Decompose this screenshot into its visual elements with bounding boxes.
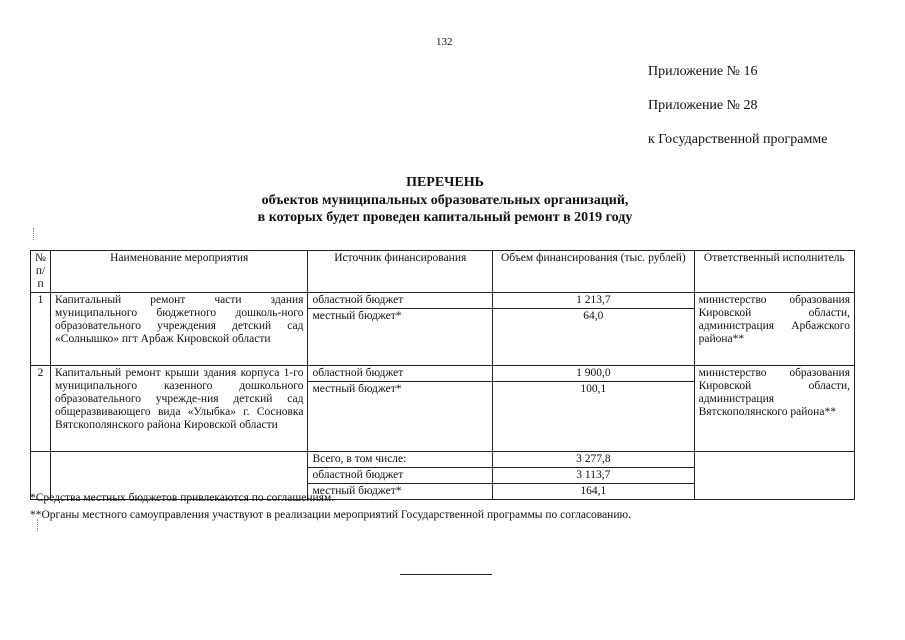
footnote-1: *Средства местных бюджетов привлекаются по соглашениям.: [30, 492, 335, 504]
total-label: Всего, в том числе:: [308, 452, 493, 468]
appendix-line-1: Приложение № 16: [648, 64, 758, 79]
row-1-volume-2: 64,0: [493, 309, 695, 366]
row-1-name: Капитальный ремонт части здания муниципального бюджетного дошколь-ного образовательного учреждения детский сад «Солнышко» пгт Арбаж Кировской области: [51, 293, 308, 366]
header-volume: Объем финансирования (тыс. рублей): [493, 251, 695, 293]
total-local-value: 164,1: [493, 484, 695, 500]
document-subtitle-1: объектов муниципальных образовательных организаций,: [261, 193, 629, 208]
header-source: Источник финансирования: [308, 251, 493, 293]
total-regional-value: 3 113,7: [493, 468, 695, 484]
page-number: 132: [436, 36, 453, 48]
total-local-label: местный бюджет*: [308, 484, 493, 500]
appendix-line-3: к Государственной программе: [648, 132, 828, 147]
row-2-volume-2: 100,1: [493, 382, 695, 452]
footnote-2: **Органы местного самоуправления участвуют в реализации мероприятий Государственной программы по согласованию.: [30, 509, 631, 521]
row-1-executor: министерство образования Кировской области, администрация Арбажского района**: [694, 293, 854, 366]
row-2-name: Капитальный ремонт крыши здания корпуса 1-го муниципального казенного дошкольного образовательного учрежде-ния детский сад общеразвивающего вида «Улыбка» г. Сосновка Вятскополянского района Кировской области: [51, 366, 308, 452]
document-subtitle-2: в которых будет проведен капитальный ремонт в 2019 году: [257, 210, 633, 225]
header-executor: Ответственный исполнитель: [694, 251, 854, 293]
row-1-no: 1: [31, 293, 51, 366]
row-2-source-1: областной бюджет: [308, 366, 493, 382]
table-row: [31, 293, 855, 309]
header-name: Наименование мероприятия: [51, 251, 308, 293]
row-1-source-2: местный бюджет*: [308, 309, 493, 366]
totals-executor-empty: [694, 452, 854, 500]
row-1-volume-1: 1 213,7: [493, 293, 695, 309]
row-1-source-1: областной бюджет: [308, 293, 493, 309]
total-regional-label: областной бюджет: [308, 468, 493, 484]
table-row: [31, 366, 855, 382]
row-2-executor: министерство образования Кировской области, администрация Вятскополянского района**: [694, 366, 854, 452]
scan-mark: [37, 519, 38, 531]
table-header-row: [31, 251, 855, 293]
scan-mark: [33, 228, 34, 240]
row-2-volume-1: 1 900,0: [493, 366, 695, 382]
appendix-line-2: Приложение № 28: [648, 98, 758, 113]
row-2-no: 2: [31, 366, 51, 452]
totals-row: [31, 452, 855, 468]
row-2-source-2: местный бюджет*: [308, 382, 493, 452]
bottom-rule: [400, 574, 492, 575]
total-value: 3 277,8: [493, 452, 695, 468]
document-title: ПЕРЕЧЕНЬ: [406, 175, 484, 190]
objects-table: [30, 250, 855, 500]
header-no: № п/п: [31, 251, 51, 293]
